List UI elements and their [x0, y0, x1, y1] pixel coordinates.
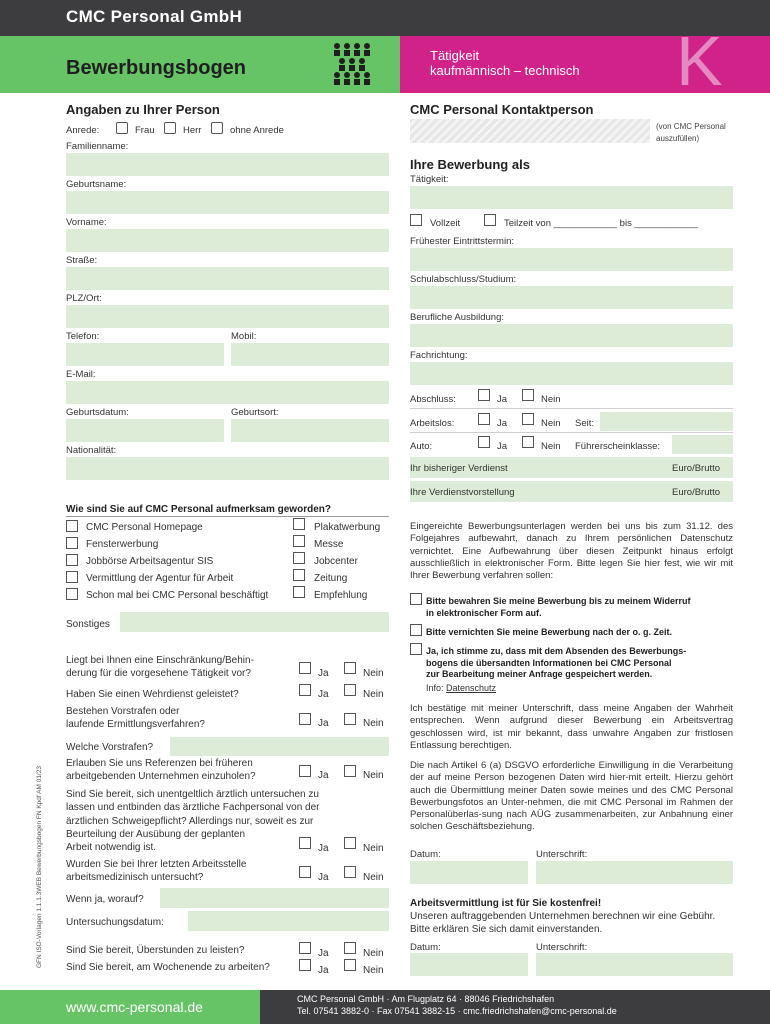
geburtsname-label: Geburtsname: [66, 179, 127, 190]
aware-option: Vermittlung der Agentur für Arbeit [86, 573, 234, 584]
bewahren-checkbox[interactable] [410, 593, 422, 605]
nein-label: Nein [363, 872, 384, 883]
aware-jobboerse-checkbox[interactable] [66, 554, 78, 566]
abschluss-nein-checkbox[interactable] [522, 389, 534, 401]
nein-label: Nein [363, 948, 384, 959]
q-einschraenkung: Liegt bei Ihnen eine Einschränkung/Behin- derung für die vorgesehene Tätigkeit vor? [66, 655, 254, 679]
teilzeit-label: Teilzeit von ____________ bis ____________ [504, 218, 698, 229]
anrede-ohne-radio[interactable] [211, 122, 223, 134]
taetigkeit-label: Tätigkeit: [410, 174, 449, 185]
ausbildung-label: Berufliche Ausbildung: [410, 312, 505, 323]
verdienst-bisher-label: Ihr bisheriger Verdienst [410, 463, 508, 474]
schulabschluss-input[interactable] [410, 286, 733, 309]
plz-ort-label: PLZ/Ort: [66, 293, 102, 304]
unterschrift-input-2[interactable] [536, 953, 733, 976]
person-section-title: Angaben zu Ihrer Person [66, 102, 220, 117]
contact-note: (von CMC Personal auszufüllen) [656, 122, 726, 143]
ja-label: Ja [318, 668, 329, 679]
auto-ja-checkbox[interactable] [478, 436, 490, 448]
q-wochenende: Sind Sie bereit, am Wochenende zu arbeiten? [66, 962, 270, 973]
eintritt-input[interactable] [410, 248, 733, 271]
ja-label: Ja [318, 948, 329, 959]
datum-label: Datum: [410, 849, 441, 860]
vollzeit-checkbox[interactable] [410, 214, 422, 226]
aware-title: Wie sind Sie auf CMC Personal aufmerksam geworden? [66, 504, 331, 515]
vorname-input[interactable] [66, 229, 389, 252]
aware-option: Fensterwerbung [86, 539, 159, 550]
auto-label: Auto: [410, 441, 433, 452]
mobil-input[interactable] [231, 343, 389, 366]
dsgvo-paragraph: Die nach Artikel 6 (a) DSGVO erforderliche Einwilligung in die Verarbeitung der auf meine Person bezogenen Daten wird hier-mit erteilt. Hierzu gehört auch die Übermittlung meiner Daten sowie meines und des CMC Personal Bewerbungsfotos an Unter-nehmen, die mit CMC Personal im Rahmen der Personalüberlas-sung nach AÜG zusammenarbeiten, zur Anbahnung einer solchen Geschäftsbeziehung. [410, 760, 733, 833]
abschluss-label: Abschluss: [410, 394, 456, 405]
kostenfrei-title: Arbeitsvermittlung ist für Sie kostenfrei! [410, 898, 602, 909]
aware-jobcenter-checkbox[interactable] [293, 552, 305, 564]
q-worauf: Wenn ja, worauf? [66, 894, 144, 905]
strasse-input[interactable] [66, 267, 389, 290]
ja-label: Ja [318, 872, 329, 883]
website-link[interactable]: www.cmc-personal.de [66, 999, 203, 1015]
q-arbeitsstelle-nein-checkbox[interactable] [344, 866, 356, 878]
bestaetigung-paragraph: Ich bestätige mit meiner Unterschrift, dass meine Angaben der Wahrheit entsprechen. Wenn aufgrund dieser Bewerbung ein Arbeitsvertrag geschlossen wird, ist mir bekannt, dass unwahre Angaben zur fristlosen Entlassung berechtigen. [410, 703, 733, 751]
vollzeit-label: Vollzeit [430, 218, 461, 229]
sonstiges-label: Sonstiges [66, 619, 110, 630]
nein-label: Nein [541, 441, 561, 452]
vernichten-checkbox[interactable] [410, 624, 422, 636]
q-arzt-nein-checkbox[interactable] [344, 837, 356, 849]
unterschrift-label: Unterschrift: [536, 849, 588, 860]
q-vorstrafen-ja-checkbox[interactable] [299, 713, 311, 725]
role-title: Tätigkeit kaufmännisch – technisch [430, 48, 580, 78]
unterschrift-input[interactable] [536, 861, 733, 884]
q-worauf-input[interactable] [160, 888, 389, 908]
seit-input[interactable] [600, 412, 733, 431]
aware-zeitung-checkbox[interactable] [293, 569, 305, 581]
q-referenzen: Erlauben Sie uns Referenzen bei früheren arbeitgebenden Unternehmen einzuholen? [66, 758, 256, 782]
datum-input-2[interactable] [410, 953, 528, 976]
anrede-label: Anrede: [66, 125, 100, 136]
aware-option: Jobcenter [314, 556, 358, 567]
aware-rule [66, 516, 389, 517]
ja-label: Ja [497, 418, 508, 429]
q-wehrdienst-ja-checkbox[interactable] [299, 684, 311, 696]
kostenfrei-text: Unseren auftraggebenden Unternehmen berechnen wir eine Gebühr. Bitte erklären Sie sich damit einverstanden. [410, 911, 716, 935]
datum-label: Datum: [410, 942, 441, 953]
arbeitslos-label: Arbeitslos: [410, 418, 455, 429]
divider [410, 408, 733, 409]
footer-url-block [0, 990, 260, 1024]
aware-beschaeftigt-checkbox[interactable] [66, 588, 78, 600]
fuehrerschein-label: Führerscheinklasse: [575, 441, 661, 452]
ja-label: Ja [318, 689, 329, 700]
arbeitslos-ja-checkbox[interactable] [478, 413, 490, 425]
nationalitaet-input[interactable] [66, 457, 389, 480]
aware-fenster-checkbox[interactable] [66, 537, 78, 549]
anrede-herr-radio[interactable] [164, 122, 176, 134]
ja-label: Ja [318, 718, 329, 729]
datum-input[interactable] [410, 861, 528, 884]
info-line: Info: Datenschutz [426, 683, 497, 693]
contact-section-title: CMC Personal Kontaktperson [410, 102, 594, 117]
q-wochenende-ja-checkbox[interactable] [299, 959, 311, 971]
eintritt-label: Frühester Eintrittstermin: [410, 236, 514, 247]
q-arbeitsstelle: Wurden Sie bei Ihrer letzten Arbeitsstelle arbeitsmedizinisch untersucht? [66, 859, 247, 883]
role-letter: K [676, 22, 723, 100]
fachrichtung-label: Fachrichtung: [410, 350, 468, 361]
unterschrift-label: Unterschrift: [536, 942, 588, 953]
vernichten-label: Bitte vernichten Sie meine Bewerbung nach der o. g. Zeit. [426, 627, 673, 637]
nein-label: Nein [363, 770, 384, 781]
q-ueberstunden-nein-checkbox[interactable] [344, 942, 356, 954]
nein-label: Nein [541, 394, 561, 405]
anrede-frau-radio[interactable] [116, 122, 128, 134]
form-title: Bewerbungsbogen [66, 57, 247, 79]
aware-option: CMC Personal Homepage [86, 522, 203, 533]
telefon-input[interactable] [66, 343, 224, 366]
seit-label: Seit: [575, 418, 595, 429]
aware-option: Messe [314, 539, 344, 550]
email-input[interactable] [66, 381, 389, 404]
footer-address: CMC Personal GmbH · Am Flugplatz 64 · 88046 Friedrichshafen Tel. 07541 3882-0 · Fax 07541 3882-15 · cmc.friedrichshafen@cmc-personal.de [297, 994, 617, 1016]
anrede-frau-label: Frau [135, 125, 155, 136]
anrede-ohne-label: ohne Anrede [230, 125, 284, 136]
aware-homepage-checkbox[interactable] [66, 520, 78, 532]
ja-label: Ja [497, 394, 508, 405]
q-einschraenkung-nein-checkbox[interactable] [344, 662, 356, 674]
telefon-label: Telefon: [66, 331, 100, 342]
aware-option: Empfehlung [314, 590, 368, 601]
nein-label: Nein [363, 965, 384, 976]
q-arbeitsstelle-ja-checkbox[interactable] [299, 866, 311, 878]
contact-person-field [410, 119, 650, 143]
q-welche-input[interactable] [170, 737, 389, 756]
familienname-input[interactable] [66, 153, 389, 176]
q-untersuchungsdatum-input[interactable] [188, 911, 389, 931]
divider [410, 432, 733, 433]
datenschutz-link[interactable]: Datenschutz [446, 683, 497, 693]
verdienst-vorstellung-label: Ihre Verdienstvorstellung [410, 487, 515, 498]
geburtsort-input[interactable] [231, 419, 389, 442]
strasse-label: Straße: [66, 255, 98, 266]
bewerbung-section-title: Ihre Bewerbung als [410, 157, 530, 172]
aware-plakat-checkbox[interactable] [293, 518, 305, 530]
euro-label: Euro/Brutto [672, 463, 721, 474]
nein-label: Nein [363, 668, 384, 679]
ja-label: Ja [497, 441, 508, 452]
q-wehrdienst-nein-checkbox[interactable] [344, 684, 356, 696]
geburtsort-label: Geburtsort: [231, 407, 279, 418]
q-referenzen-nein-checkbox[interactable] [344, 765, 356, 777]
euro-label: Euro/Brutto [672, 487, 721, 498]
schulabschluss-label: Schulabschluss/Studium: [410, 274, 517, 285]
auto-nein-checkbox[interactable] [522, 436, 534, 448]
nationalitaet-label: Nationalität: [66, 445, 117, 456]
document-code: GFN ISO-Vorlagen 1.1.1.3WEB Bewerbungsbogen FN Kpdf AM 01/23 [36, 766, 43, 968]
q-ueberstunden: Sind Sie bereit, Überstunden zu leisten? [66, 945, 245, 956]
ja-label: Ja [318, 965, 329, 976]
ausbildung-input[interactable] [410, 324, 733, 347]
aware-messe-checkbox[interactable] [293, 535, 305, 547]
aware-option: Schon mal bei CMC Personal beschäftigt [86, 590, 269, 601]
nein-label: Nein [363, 689, 384, 700]
fachrichtung-input[interactable] [410, 362, 733, 385]
aware-option: Zeitung [314, 573, 348, 584]
arbeitslos-nein-checkbox[interactable] [522, 413, 534, 425]
geburtsdatum-label: Geburtsdatum: [66, 407, 129, 418]
q-einschraenkung-ja-checkbox[interactable] [299, 662, 311, 674]
q-referenzen-ja-checkbox[interactable] [299, 765, 311, 777]
q-vorstrafen: Bestehen Vorstrafen oder laufende Ermittlungsverfahren? [66, 706, 205, 730]
q-arzt-ja-checkbox[interactable] [299, 837, 311, 849]
q-arzt: Sind Sie bereit, sich unentgeltlich ärztlich untersuchen zu lassen und entbinden das ärztliche Fachpersonal von der ärztlichen Schweigepflicht? Allerdings nur, soweit es zur Beurteilung der Ausübung der geplanten Arbeit notwendig ist. [66, 789, 320, 854]
q-ueberstunden-ja-checkbox[interactable] [299, 942, 311, 954]
unterlagen-paragraph: Eingereichte Bewerbungsunterlagen werden bei uns bis zum 31.12. des Folgejahres aufbewahrt, danach zu Ihrem persönlichen Datenschutz vernichtet. Eine Aufbewahrung über diesen Zeitpunkt hinaus erfolgt ausschließlich in elektronischer Form. Bitte legen Sie hier fest, wie wir mit Ihrer Bewerbung verfahren sollen: [410, 521, 733, 582]
people-group-icon [330, 41, 374, 85]
geburtsname-input[interactable] [66, 191, 389, 214]
q-wochenende-nein-checkbox[interactable] [344, 959, 356, 971]
geburtsdatum-input[interactable] [66, 419, 224, 442]
ja-label: Ja [318, 770, 329, 781]
aware-empfehlung-checkbox[interactable] [293, 586, 305, 598]
fuehrerschein-input[interactable] [672, 435, 733, 454]
plz-ort-input[interactable] [66, 305, 389, 328]
vorname-label: Vorname: [66, 217, 107, 228]
aware-agentur-checkbox[interactable] [66, 571, 78, 583]
familienname-label: Familienname: [66, 141, 129, 152]
sonstiges-input[interactable] [120, 612, 389, 632]
q-untersuchungsdatum: Untersuchungsdatum: [66, 917, 164, 928]
q-wehrdienst: Haben Sie einen Wehrdienst geleistet? [66, 689, 239, 700]
company-name: CMC Personal GmbH [66, 7, 243, 26]
aware-option: Plakatwerbung [314, 522, 381, 533]
bewahren-label: Bitte bewahren Sie meine Bewerbung bis zu meinem Widerruf in elektronischer Form auf. [426, 596, 691, 618]
aware-option: Jobbörse Arbeitsagentur SIS [86, 556, 214, 567]
teilzeit-checkbox[interactable] [484, 214, 496, 226]
nein-label: Nein [363, 843, 384, 854]
q-vorstrafen-nein-checkbox[interactable] [344, 713, 356, 725]
zustimmung-checkbox[interactable] [410, 643, 422, 655]
ja-label: Ja [318, 843, 329, 854]
abschluss-ja-checkbox[interactable] [478, 389, 490, 401]
anrede-herr-label: Herr [183, 125, 202, 136]
email-label: E-Mail: [66, 369, 96, 380]
taetigkeit-input[interactable] [410, 186, 733, 209]
nein-label: Nein [363, 718, 384, 729]
nein-label: Nein [541, 418, 561, 429]
zustimmung-label: Ja, ich stimme zu, dass mit dem Absenden des Bewerbungs- bogens die übersandten Informationen bei CMC Personal zur Bearbeitung meiner Anfrage gespeichert werden. [426, 646, 687, 679]
q-welche: Welche Vorstrafen? [66, 742, 154, 753]
mobil-label: Mobil: [231, 331, 257, 342]
